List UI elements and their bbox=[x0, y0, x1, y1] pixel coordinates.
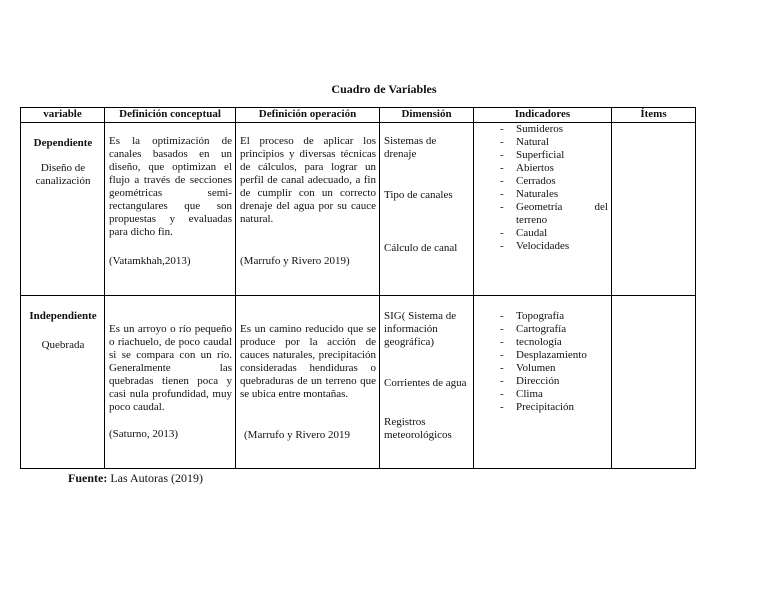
header-indicadores: Indicadores bbox=[474, 108, 612, 123]
indicator-label: Abiertos bbox=[516, 162, 554, 174]
cell-conceptual bbox=[105, 296, 236, 469]
indicator-label: Geometría del terreno bbox=[516, 201, 608, 226]
dash: - bbox=[500, 362, 504, 374]
dash: - bbox=[500, 323, 504, 335]
cell-conceptual bbox=[105, 123, 236, 296]
indicator-label: Dirección bbox=[516, 375, 560, 387]
list-item bbox=[478, 201, 608, 227]
list-item bbox=[478, 162, 608, 175]
list-item bbox=[478, 401, 608, 414]
cell-dimension bbox=[380, 123, 474, 296]
dash: - bbox=[500, 188, 504, 200]
dash: - bbox=[500, 401, 504, 413]
list-item bbox=[478, 240, 608, 253]
variable-kind: Independiente bbox=[29, 310, 97, 322]
dimension-text: Cálculo de canal bbox=[384, 242, 458, 254]
operacion-cite: (Marrufo y Rivero 2019 bbox=[244, 429, 351, 441]
list-item bbox=[478, 336, 608, 349]
indicator-label: Caudal bbox=[516, 227, 548, 239]
conceptual-cite: (Saturno, 2013) bbox=[109, 428, 179, 440]
indicator-label: Cerrados bbox=[516, 175, 556, 187]
header-conceptual: Definición conceptual bbox=[105, 108, 236, 123]
dash: - bbox=[500, 123, 504, 135]
indicator-label: Desplazamiento bbox=[516, 349, 587, 361]
dash: - bbox=[500, 388, 504, 400]
dimension-text: SIG( Sistema de información geográfica) bbox=[384, 310, 457, 348]
dash: - bbox=[500, 336, 504, 348]
conceptual-text: Es la optimización de canales basados en un diseño, que optimizan el flujo a través de secciones geométricas semi-rectangulares que son propuestas y evaluadas para dicho fin. bbox=[109, 135, 232, 238]
dash: - bbox=[500, 375, 504, 387]
indicator-label: Volumen bbox=[516, 362, 556, 374]
dash: - bbox=[500, 201, 504, 213]
operacion-text: El proceso de aplicar los principios y diversas técnicas de cálculos, para lograr un perfil de canal adecuado, a fin de cumplir con un correcto drenaje del agua por su cauce natural. bbox=[240, 135, 376, 225]
list-item bbox=[478, 362, 608, 375]
list-item bbox=[478, 310, 608, 323]
dash: - bbox=[500, 162, 504, 174]
list-item bbox=[478, 123, 608, 136]
source-text: Las Autoras (2019) bbox=[107, 471, 203, 485]
cell-operacion bbox=[236, 123, 380, 296]
header-items: Ítems bbox=[612, 108, 696, 123]
variable-name: Diseño de canalización bbox=[35, 162, 91, 187]
cell-indicadores bbox=[474, 123, 612, 296]
dimension-text: Tipo de canales bbox=[384, 189, 453, 201]
indicator-group bbox=[478, 388, 608, 414]
variables-table bbox=[20, 107, 696, 469]
indicator-label: Sumideros bbox=[516, 123, 564, 135]
indicator-label: Precipitación bbox=[516, 401, 575, 413]
list-item bbox=[478, 188, 608, 201]
list-item bbox=[478, 375, 608, 388]
dash: - bbox=[500, 349, 504, 361]
indicator-label: Naturales bbox=[516, 188, 559, 200]
table-row bbox=[21, 123, 696, 296]
list-item bbox=[478, 149, 608, 162]
cell-variable bbox=[21, 123, 105, 296]
dash: - bbox=[500, 240, 504, 252]
indicator-group bbox=[478, 201, 608, 253]
table-title: Cuadro de Variables bbox=[331, 82, 437, 96]
indicator-label: Cartografía bbox=[516, 323, 567, 335]
operacion-cite: (Marrufo y Rivero 2019) bbox=[240, 255, 350, 267]
dash: - bbox=[500, 227, 504, 239]
dimension-text: Sistemas de drenaje bbox=[384, 135, 437, 160]
cell-items bbox=[612, 296, 696, 469]
indicator-label: Topografía bbox=[516, 310, 565, 322]
header-dimension: Dimensión bbox=[380, 108, 474, 123]
header-variable: variable bbox=[21, 108, 105, 123]
indicator-label: Superficial bbox=[516, 149, 565, 161]
indicator-group bbox=[478, 123, 608, 162]
dash: - bbox=[500, 175, 504, 187]
indicator-label: Natural bbox=[516, 136, 549, 148]
dimension-text: Registros meteorológicos bbox=[384, 416, 452, 441]
cell-dimension bbox=[380, 296, 474, 469]
header-row bbox=[21, 108, 696, 123]
cell-indicadores bbox=[474, 296, 612, 469]
cell-items bbox=[612, 123, 696, 296]
table-row bbox=[21, 296, 696, 469]
conceptual-text: Es un arroyo o río pequeño o riachuelo, de poco caudal si se compara con un río. Generalmente las quebradas tienen poca y casi nula profundidad, muy poco caudal. bbox=[109, 323, 232, 413]
list-item bbox=[478, 227, 608, 240]
indicator-group bbox=[478, 310, 608, 349]
header-operacion: Definición operación bbox=[236, 108, 380, 123]
dash: - bbox=[500, 149, 504, 161]
list-item bbox=[478, 323, 608, 336]
list-item bbox=[478, 349, 608, 362]
list-item bbox=[478, 175, 608, 188]
cell-operacion bbox=[236, 296, 380, 469]
conceptual-cite: (Vatamkhah,2013) bbox=[109, 255, 191, 267]
list-item bbox=[478, 388, 608, 401]
dimension-text: Corrientes de agua bbox=[384, 377, 467, 389]
indicator-label: Velocidades bbox=[516, 240, 570, 252]
list-item bbox=[478, 136, 608, 149]
dash: - bbox=[500, 136, 504, 148]
cell-variable bbox=[21, 296, 105, 469]
variable-kind: Dependiente bbox=[33, 137, 93, 149]
source-note bbox=[68, 471, 203, 486]
indicator-group bbox=[478, 349, 608, 388]
source-label: Fuente: bbox=[68, 471, 108, 485]
indicator-label: tecnología bbox=[516, 336, 562, 348]
variable-name: Quebrada bbox=[41, 339, 85, 351]
operacion-text: Es un camino reducido que se produce por la acción de cauces naturales, precipitación consideradas hendiduras o quebraduras de un terreno que se ubica entre montañas. bbox=[240, 323, 376, 400]
indicator-group bbox=[478, 162, 608, 201]
indicator-label: Clima bbox=[516, 388, 543, 400]
dash: - bbox=[500, 310, 504, 322]
